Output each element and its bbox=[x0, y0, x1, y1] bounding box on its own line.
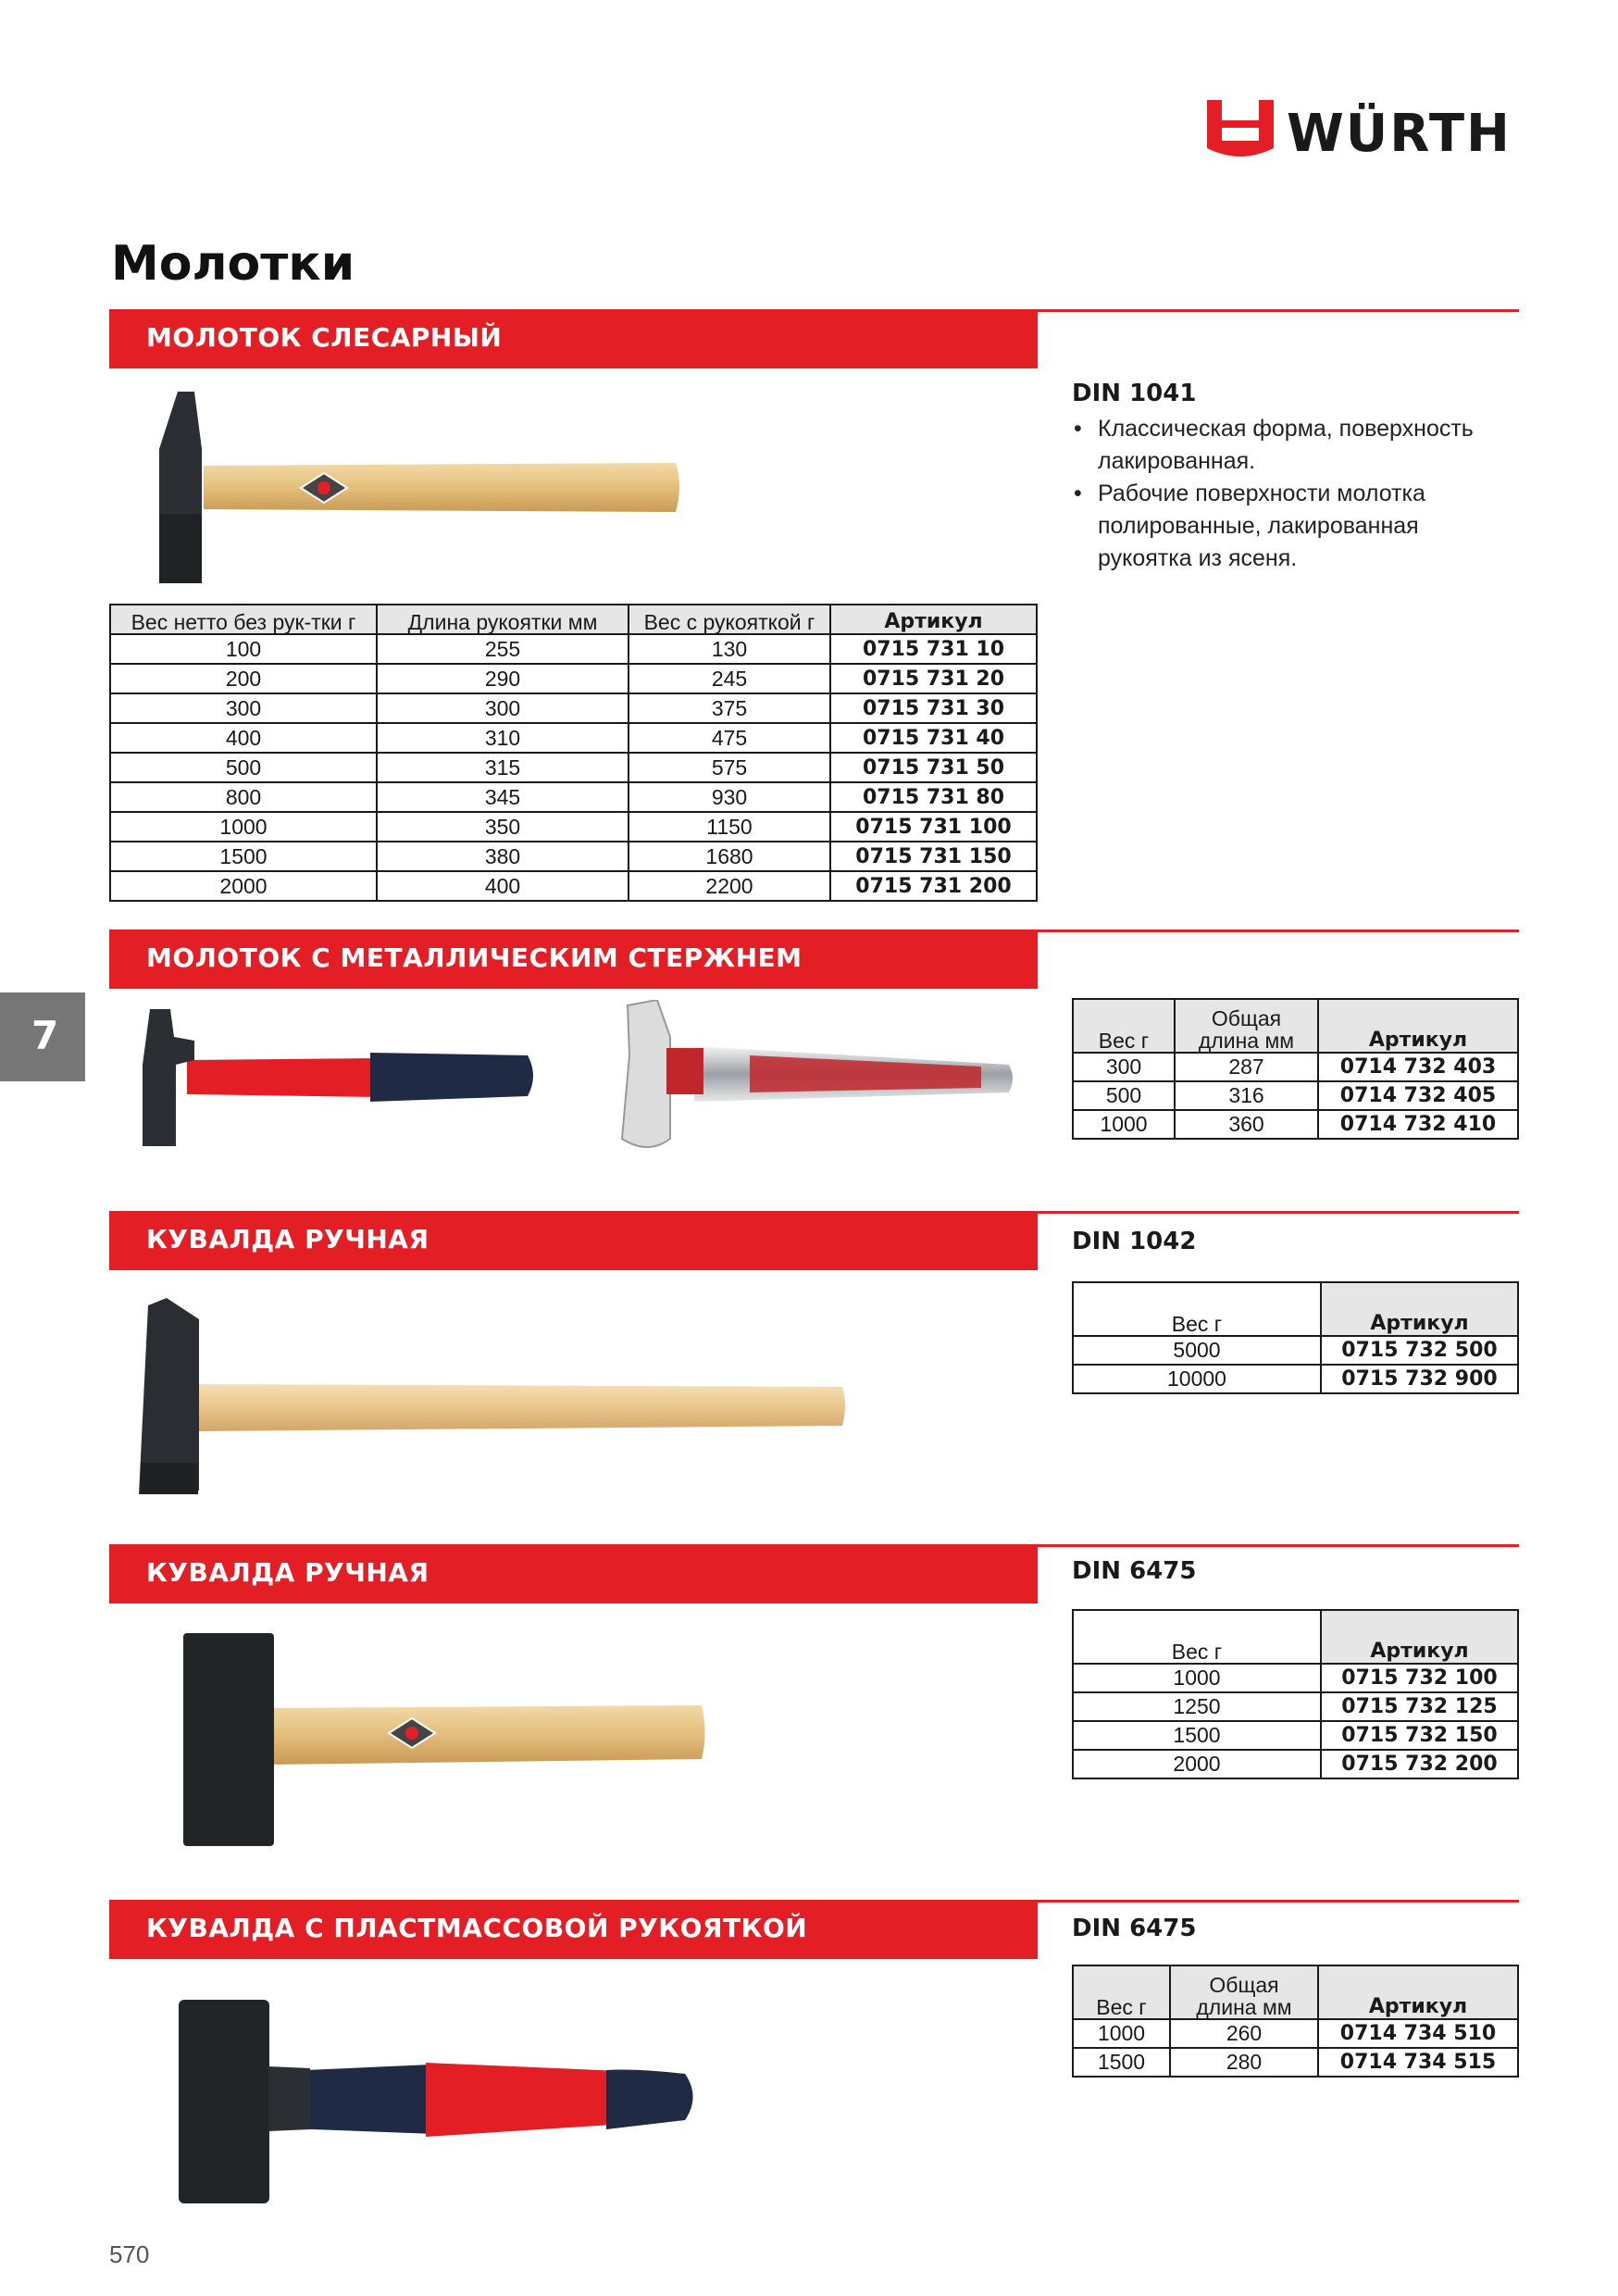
steel-shaft-hammer-table bbox=[1072, 998, 1519, 1140]
table-cell: 1500 bbox=[1073, 1721, 1321, 1750]
table-cell: 2000 bbox=[110, 871, 377, 901]
table-header-row bbox=[1073, 1610, 1518, 1664]
section-rule bbox=[1038, 1211, 1519, 1214]
article-number: 0715 732 125 bbox=[1321, 1692, 1518, 1721]
brand-name: WÜRTH bbox=[1287, 104, 1512, 164]
table-cell: 245 bbox=[629, 664, 830, 693]
column-header: Артикул bbox=[1321, 1610, 1518, 1664]
table-cell: 280 bbox=[1170, 2048, 1318, 2077]
din-standard: DIN 1042 bbox=[1072, 1228, 1197, 1255]
table-row bbox=[110, 634, 1037, 664]
table-cell: 255 bbox=[377, 634, 629, 664]
table-cell: 1500 bbox=[110, 842, 377, 871]
table-row bbox=[1073, 1081, 1518, 1110]
locksmith-hammer-image bbox=[148, 384, 694, 588]
steel-shaft-hammer-image bbox=[611, 1000, 1018, 1157]
article-number: 0715 732 900 bbox=[1321, 1365, 1518, 1393]
section-header-locksmith-hammer bbox=[109, 309, 1038, 368]
table-row bbox=[1073, 1053, 1518, 1081]
table-cell: 350 bbox=[377, 812, 629, 842]
table-cell: 130 bbox=[629, 634, 830, 664]
page-number: 570 bbox=[109, 2240, 150, 2268]
table-header-row bbox=[110, 605, 1037, 634]
table-cell: 2000 bbox=[1073, 1750, 1321, 1778]
table-row bbox=[110, 723, 1037, 753]
table-cell: 5000 bbox=[1073, 1336, 1321, 1365]
chapter-tab[interactable] bbox=[0, 992, 85, 1081]
section-rule bbox=[1038, 1900, 1519, 1903]
article-number: 0715 731 40 bbox=[830, 723, 1037, 753]
description-item: • Классическая форма, поверхность лакированная. bbox=[1072, 413, 1516, 478]
column-header: Вес г bbox=[1073, 999, 1175, 1053]
table-row bbox=[1073, 1365, 1518, 1393]
table-cell: 575 bbox=[629, 753, 830, 782]
chapter-number: 7 bbox=[31, 1013, 59, 1058]
table-row bbox=[110, 753, 1037, 782]
column-header: Вес с рукояткой г bbox=[629, 605, 830, 634]
table-row bbox=[110, 842, 1037, 871]
table-cell: 260 bbox=[1170, 2019, 1318, 2048]
table-row bbox=[1073, 1692, 1518, 1721]
table-cell: 1250 bbox=[1073, 1692, 1321, 1721]
article-number: 0715 731 10 bbox=[830, 634, 1037, 664]
article-number: 0714 732 410 bbox=[1318, 1110, 1518, 1139]
column-header: Артикул bbox=[1321, 1282, 1518, 1336]
section-rule bbox=[1038, 1544, 1519, 1547]
description-item: • Рабочие поверхности молотка полированные, лакированная рукоятка из ясеня. bbox=[1072, 478, 1516, 575]
table-row bbox=[110, 693, 1037, 723]
section-title: МОЛОТОК С МЕТАЛЛИЧЕСКИМ СТЕРЖНЕМ bbox=[146, 942, 803, 973]
table-cell: 290 bbox=[377, 664, 629, 693]
section-title: КУВАЛДА РУЧНАЯ bbox=[146, 1557, 429, 1588]
sledgehammer-wood-image bbox=[130, 1296, 852, 1500]
table-cell: 1680 bbox=[629, 842, 830, 871]
column-header: Артикул bbox=[1318, 999, 1518, 1053]
table-row bbox=[1073, 1664, 1518, 1692]
table-cell: 316 bbox=[1175, 1081, 1318, 1110]
table-cell: 360 bbox=[1175, 1110, 1318, 1139]
article-number: 0715 731 150 bbox=[830, 842, 1037, 871]
table-cell: 100 bbox=[110, 634, 377, 664]
wurth-logo bbox=[1203, 100, 1518, 165]
table-cell: 400 bbox=[110, 723, 377, 753]
table-row bbox=[110, 664, 1037, 693]
article-number: 0714 734 515 bbox=[1318, 2048, 1518, 2077]
table-row bbox=[1073, 1750, 1518, 1778]
column-header: Артикул bbox=[1318, 1965, 1518, 2019]
column-header: Общая длина мм bbox=[1170, 1965, 1318, 2019]
table-row bbox=[110, 812, 1037, 842]
article-number: 0714 734 510 bbox=[1318, 2019, 1518, 2048]
section-title: КУВАЛДА С ПЛАСТМАССОВОЙ РУКОЯТКОЙ bbox=[146, 1913, 808, 1943]
column-header: Артикул bbox=[830, 605, 1037, 634]
table-row bbox=[1073, 1721, 1518, 1750]
locksmith-hammer-table bbox=[109, 604, 1038, 902]
column-header: Вес г bbox=[1073, 1610, 1321, 1664]
article-number: 0715 732 500 bbox=[1321, 1336, 1518, 1365]
table-row bbox=[1073, 1110, 1518, 1139]
table-cell: 310 bbox=[377, 723, 629, 753]
wurth-logo-icon bbox=[1203, 100, 1277, 165]
table-cell: 475 bbox=[629, 723, 830, 753]
table-header-row bbox=[1073, 1282, 1518, 1336]
club-hammer-plastic-table bbox=[1072, 1965, 1519, 2078]
article-number: 0715 732 200 bbox=[1321, 1750, 1518, 1778]
table-cell: 500 bbox=[110, 753, 377, 782]
table-cell: 1150 bbox=[629, 812, 830, 842]
table-cell: 400 bbox=[377, 871, 629, 901]
section-header-sledgehammer bbox=[109, 1211, 1038, 1270]
table-cell: 1000 bbox=[1073, 1664, 1321, 1692]
article-number: 0715 732 100 bbox=[1321, 1664, 1518, 1692]
article-number: 0714 732 405 bbox=[1318, 1081, 1518, 1110]
table-cell: 2200 bbox=[629, 871, 830, 901]
table-row bbox=[110, 782, 1037, 812]
article-number: 0715 731 50 bbox=[830, 753, 1037, 782]
table-row bbox=[1073, 1336, 1518, 1365]
club-hammer-din6475-table bbox=[1072, 1609, 1519, 1779]
table-cell: 1000 bbox=[110, 812, 377, 842]
din-standard: DIN 1041 bbox=[1072, 380, 1197, 407]
column-header: Длина рукоятки мм bbox=[377, 605, 629, 634]
table-cell: 287 bbox=[1175, 1053, 1318, 1081]
section-header-club-hammer bbox=[109, 1544, 1038, 1603]
section-title: КУВАЛДА РУЧНАЯ bbox=[146, 1224, 429, 1254]
table-row bbox=[1073, 2048, 1518, 2077]
table-cell: 1000 bbox=[1073, 2019, 1170, 2048]
section-title: МОЛОТОК СЛЕСАРНЫЙ bbox=[146, 322, 503, 353]
section-header-club-hammer-plastic bbox=[109, 1900, 1038, 1959]
column-header: Вес нетто без рук-тки г bbox=[110, 605, 377, 634]
club-hammer-plastic-image bbox=[171, 1990, 708, 2213]
column-header: Общая длина мм bbox=[1175, 999, 1318, 1053]
table-cell: 300 bbox=[110, 693, 377, 723]
table-cell: 10000 bbox=[1073, 1365, 1321, 1393]
article-number: 0715 732 150 bbox=[1321, 1721, 1518, 1750]
table-cell: 300 bbox=[377, 693, 629, 723]
section-header-steel-shaft-hammer bbox=[109, 930, 1038, 989]
table-cell: 375 bbox=[629, 693, 830, 723]
page-title: Молотки bbox=[111, 236, 355, 292]
sledgehammer-din1042-table bbox=[1072, 1281, 1519, 1394]
column-header: Вес г bbox=[1073, 1965, 1170, 2019]
article-number: 0715 731 80 bbox=[830, 782, 1037, 812]
table-cell: 1500 bbox=[1073, 2048, 1170, 2077]
table-cell: 200 bbox=[110, 664, 377, 693]
din-standard: DIN 6475 bbox=[1072, 1557, 1197, 1585]
table-row bbox=[110, 871, 1037, 901]
table-row bbox=[1073, 2019, 1518, 2048]
table-header-row bbox=[1073, 999, 1518, 1053]
table-header-row bbox=[1073, 1965, 1518, 2019]
table-cell: 300 bbox=[1073, 1053, 1175, 1081]
section-rule bbox=[1038, 309, 1519, 312]
table-cell: 345 bbox=[377, 782, 629, 812]
column-header: Вес г bbox=[1073, 1282, 1321, 1336]
product-description bbox=[1072, 413, 1516, 575]
club-hammer-wood-image bbox=[176, 1629, 713, 1852]
din-standard: DIN 6475 bbox=[1072, 1915, 1197, 1942]
table-cell: 1000 bbox=[1073, 1110, 1175, 1139]
article-number: 0715 731 30 bbox=[830, 693, 1037, 723]
article-number: 0715 731 200 bbox=[830, 871, 1037, 901]
article-number: 0715 731 100 bbox=[830, 812, 1037, 842]
table-cell: 800 bbox=[110, 782, 377, 812]
table-cell: 380 bbox=[377, 842, 629, 871]
article-number: 0714 732 403 bbox=[1318, 1053, 1518, 1081]
article-number: 0715 731 20 bbox=[830, 664, 1037, 693]
section-rule bbox=[1038, 930, 1519, 932]
table-cell: 930 bbox=[629, 782, 830, 812]
table-cell: 500 bbox=[1073, 1081, 1175, 1110]
table-cell: 315 bbox=[377, 753, 629, 782]
fiberglass-hammer-image bbox=[139, 1009, 546, 1148]
